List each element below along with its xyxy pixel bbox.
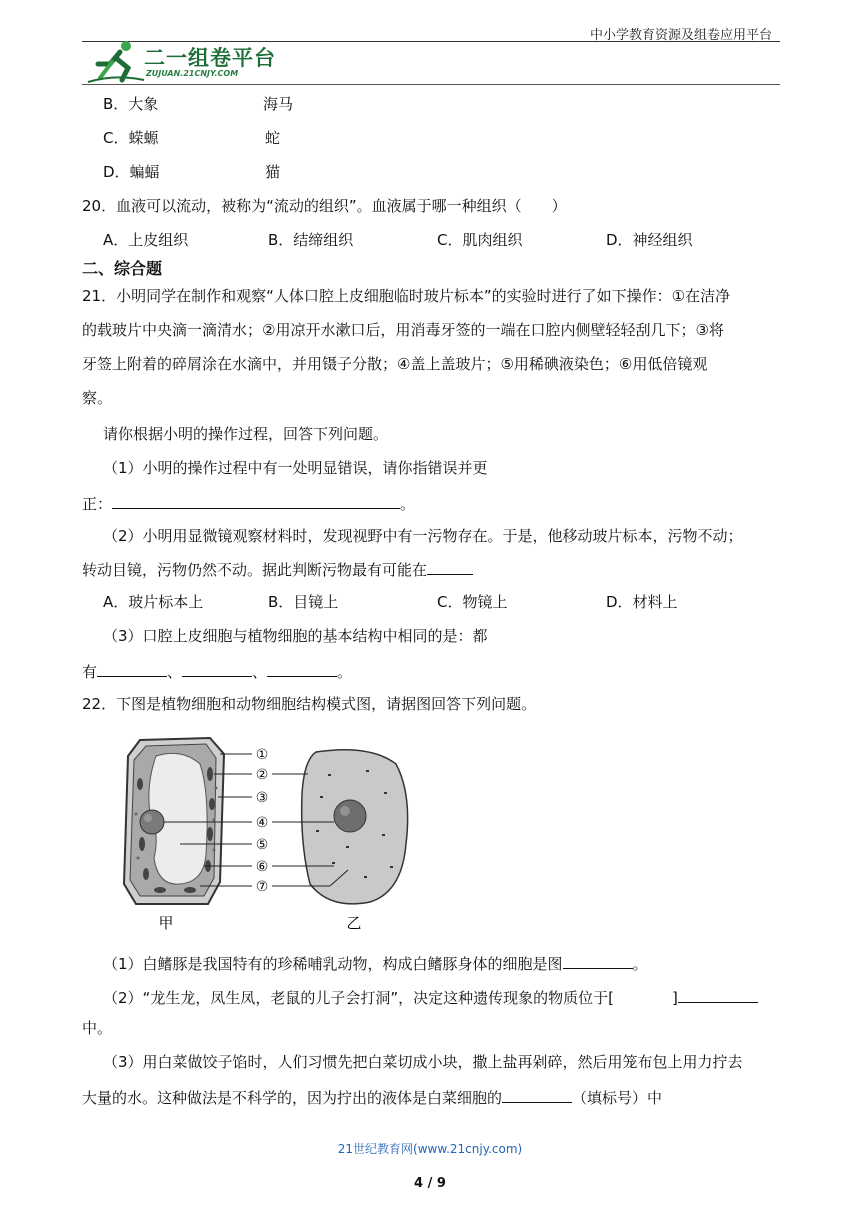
q21-part2-line1: （2）小明用显微镜观察材料时，发现视野中有一污物存在。于是，他移动玻片标本，污物不动；: [103, 527, 743, 545]
q22-part1-blank[interactable]: [563, 952, 633, 969]
platform-name: 中小学教育资源及组卷应用平台: [589, 28, 772, 43]
runner-logo-icon: [86, 38, 146, 84]
q22-part3-line2: 大量的水。这种做法是不科学的，因为拧出的液体是白菜细胞的 （填标号）中: [82, 1086, 662, 1108]
q22-part3-line1: （3）用白菜做饺子馅时，人们习惯先把白菜切成小块，撒上盐再剁碎，然后用笼布包上用力拧去: [103, 1053, 743, 1071]
figure-label-7: ⑦: [255, 879, 269, 895]
figure-label-6: ⑥: [255, 859, 269, 875]
figure-label-4: ④: [255, 815, 269, 831]
q19-option-d: D．蝙蝠: [103, 163, 160, 181]
figure-label-2: ②: [255, 767, 269, 783]
caption-plant: 甲: [158, 914, 174, 932]
q20-stem: 20．血液可以流动，被称为“流动的组织”。血液属于哪一种组织（ ）: [82, 197, 567, 215]
q21-part2-option-d: D．材料上: [606, 593, 678, 611]
q21-part3-blank-1[interactable]: [97, 660, 167, 677]
q21-part2-option-c: C．物镜上: [437, 593, 508, 611]
caption-animal: 乙: [346, 914, 362, 932]
q22-part1: （1）白鳍豚是我国特有的珍稀哺乳动物，构成白鳍豚身体的细胞是图 。: [103, 952, 648, 974]
q21-part1-answer-blank[interactable]: [112, 492, 400, 509]
q20-option-a: A．上皮组织: [103, 231, 189, 249]
q22-stem: 22．下图是植物细胞和动物细胞结构模式图，请据图回答下列问题。: [82, 695, 537, 713]
q21-part2-line2: 转动目镜，污物仍然不动。据此判断污物最有可能在: [82, 558, 473, 580]
q21-stem-line-2: 的载玻片中央滴一滴清水；②用凉开水漱口后，用消毒牙签的一端在口腔内侧壁轻轻刮几下；③将: [82, 321, 724, 339]
q22-part2-blank[interactable]: [678, 986, 758, 1003]
q19-option-d-pair: 猫: [265, 163, 281, 181]
q21-part2-answer-blank[interactable]: [427, 558, 473, 575]
footer-link[interactable]: 21世纪教育网(www.21cnjy.com): [337, 1142, 523, 1156]
q21-stem-line-3: 牙签上附着的碎屑涂在水滴中，并用镊子分散；④盖上盖玻片；⑤用稀碘液染色；⑥用低倍镜观: [82, 355, 708, 373]
q21-part3-blank-2[interactable]: [182, 660, 252, 677]
q21-part3-line2: 有 、 、 。: [82, 660, 352, 682]
q22-part2-line1: （2）“龙生龙，凤生凤，老鼠的儿子会打洞”，决定这种遗传现象的物质位于[ ]: [103, 986, 758, 1008]
q22-part2-line2: 中。: [82, 1019, 113, 1037]
q21-part2-option-a: A．玻片标本上: [103, 593, 204, 611]
logo-title: 二一组卷平台: [144, 46, 276, 70]
logo-subtitle: ZUJUAN.21CNJY.COM: [146, 69, 239, 78]
q19-option-b: B．大象: [103, 95, 159, 113]
q20-option-d: D．神经组织: [606, 231, 693, 249]
q19-option-c: C．蝾螈: [103, 129, 159, 147]
q20-option-c: C．肌肉组织: [437, 231, 523, 249]
q21-intro: 请你根据小明的操作过程，回答下列问题。: [103, 425, 389, 443]
header-rule-lower: [82, 84, 780, 85]
q21-part1-line1: （1）小明的操作过程中有一处明显错误，请你指错误并更: [103, 459, 488, 477]
site-logo: [86, 38, 286, 86]
q19-option-c-pair: 蛇: [265, 129, 281, 147]
q21-stem-line-4: 察。: [82, 389, 113, 407]
q22-part3-blank[interactable]: [502, 1086, 572, 1103]
cell-structure-figure: [120, 734, 420, 934]
animal-nucleus: [334, 800, 366, 832]
figure-label-1: ①: [255, 747, 269, 763]
q21-stem-line-1: 21．小明同学在制作和观察“人体口腔上皮细胞临时玻片标本”的实验时进行了如下操作：①在洁净: [82, 287, 731, 305]
q20-option-b: B．结缔组织: [268, 231, 354, 249]
figure-label-3: ③: [255, 790, 269, 806]
plant-nucleus: [140, 810, 164, 834]
q21-part2-option-b: B．目镜上: [268, 593, 339, 611]
q21-part3-line1: （3）口腔上皮细胞与植物细胞的基本结构中相同的是：都: [103, 627, 488, 645]
q19-option-b-pair: 海马: [263, 95, 294, 113]
figure-label-5: ⑤: [255, 837, 269, 853]
page-number: 4 / 9: [414, 1176, 446, 1191]
section-title: 二、综合题: [82, 259, 163, 278]
q21-part1-line2: 正： 。: [82, 492, 415, 514]
q21-part3-blank-3[interactable]: [267, 660, 337, 677]
